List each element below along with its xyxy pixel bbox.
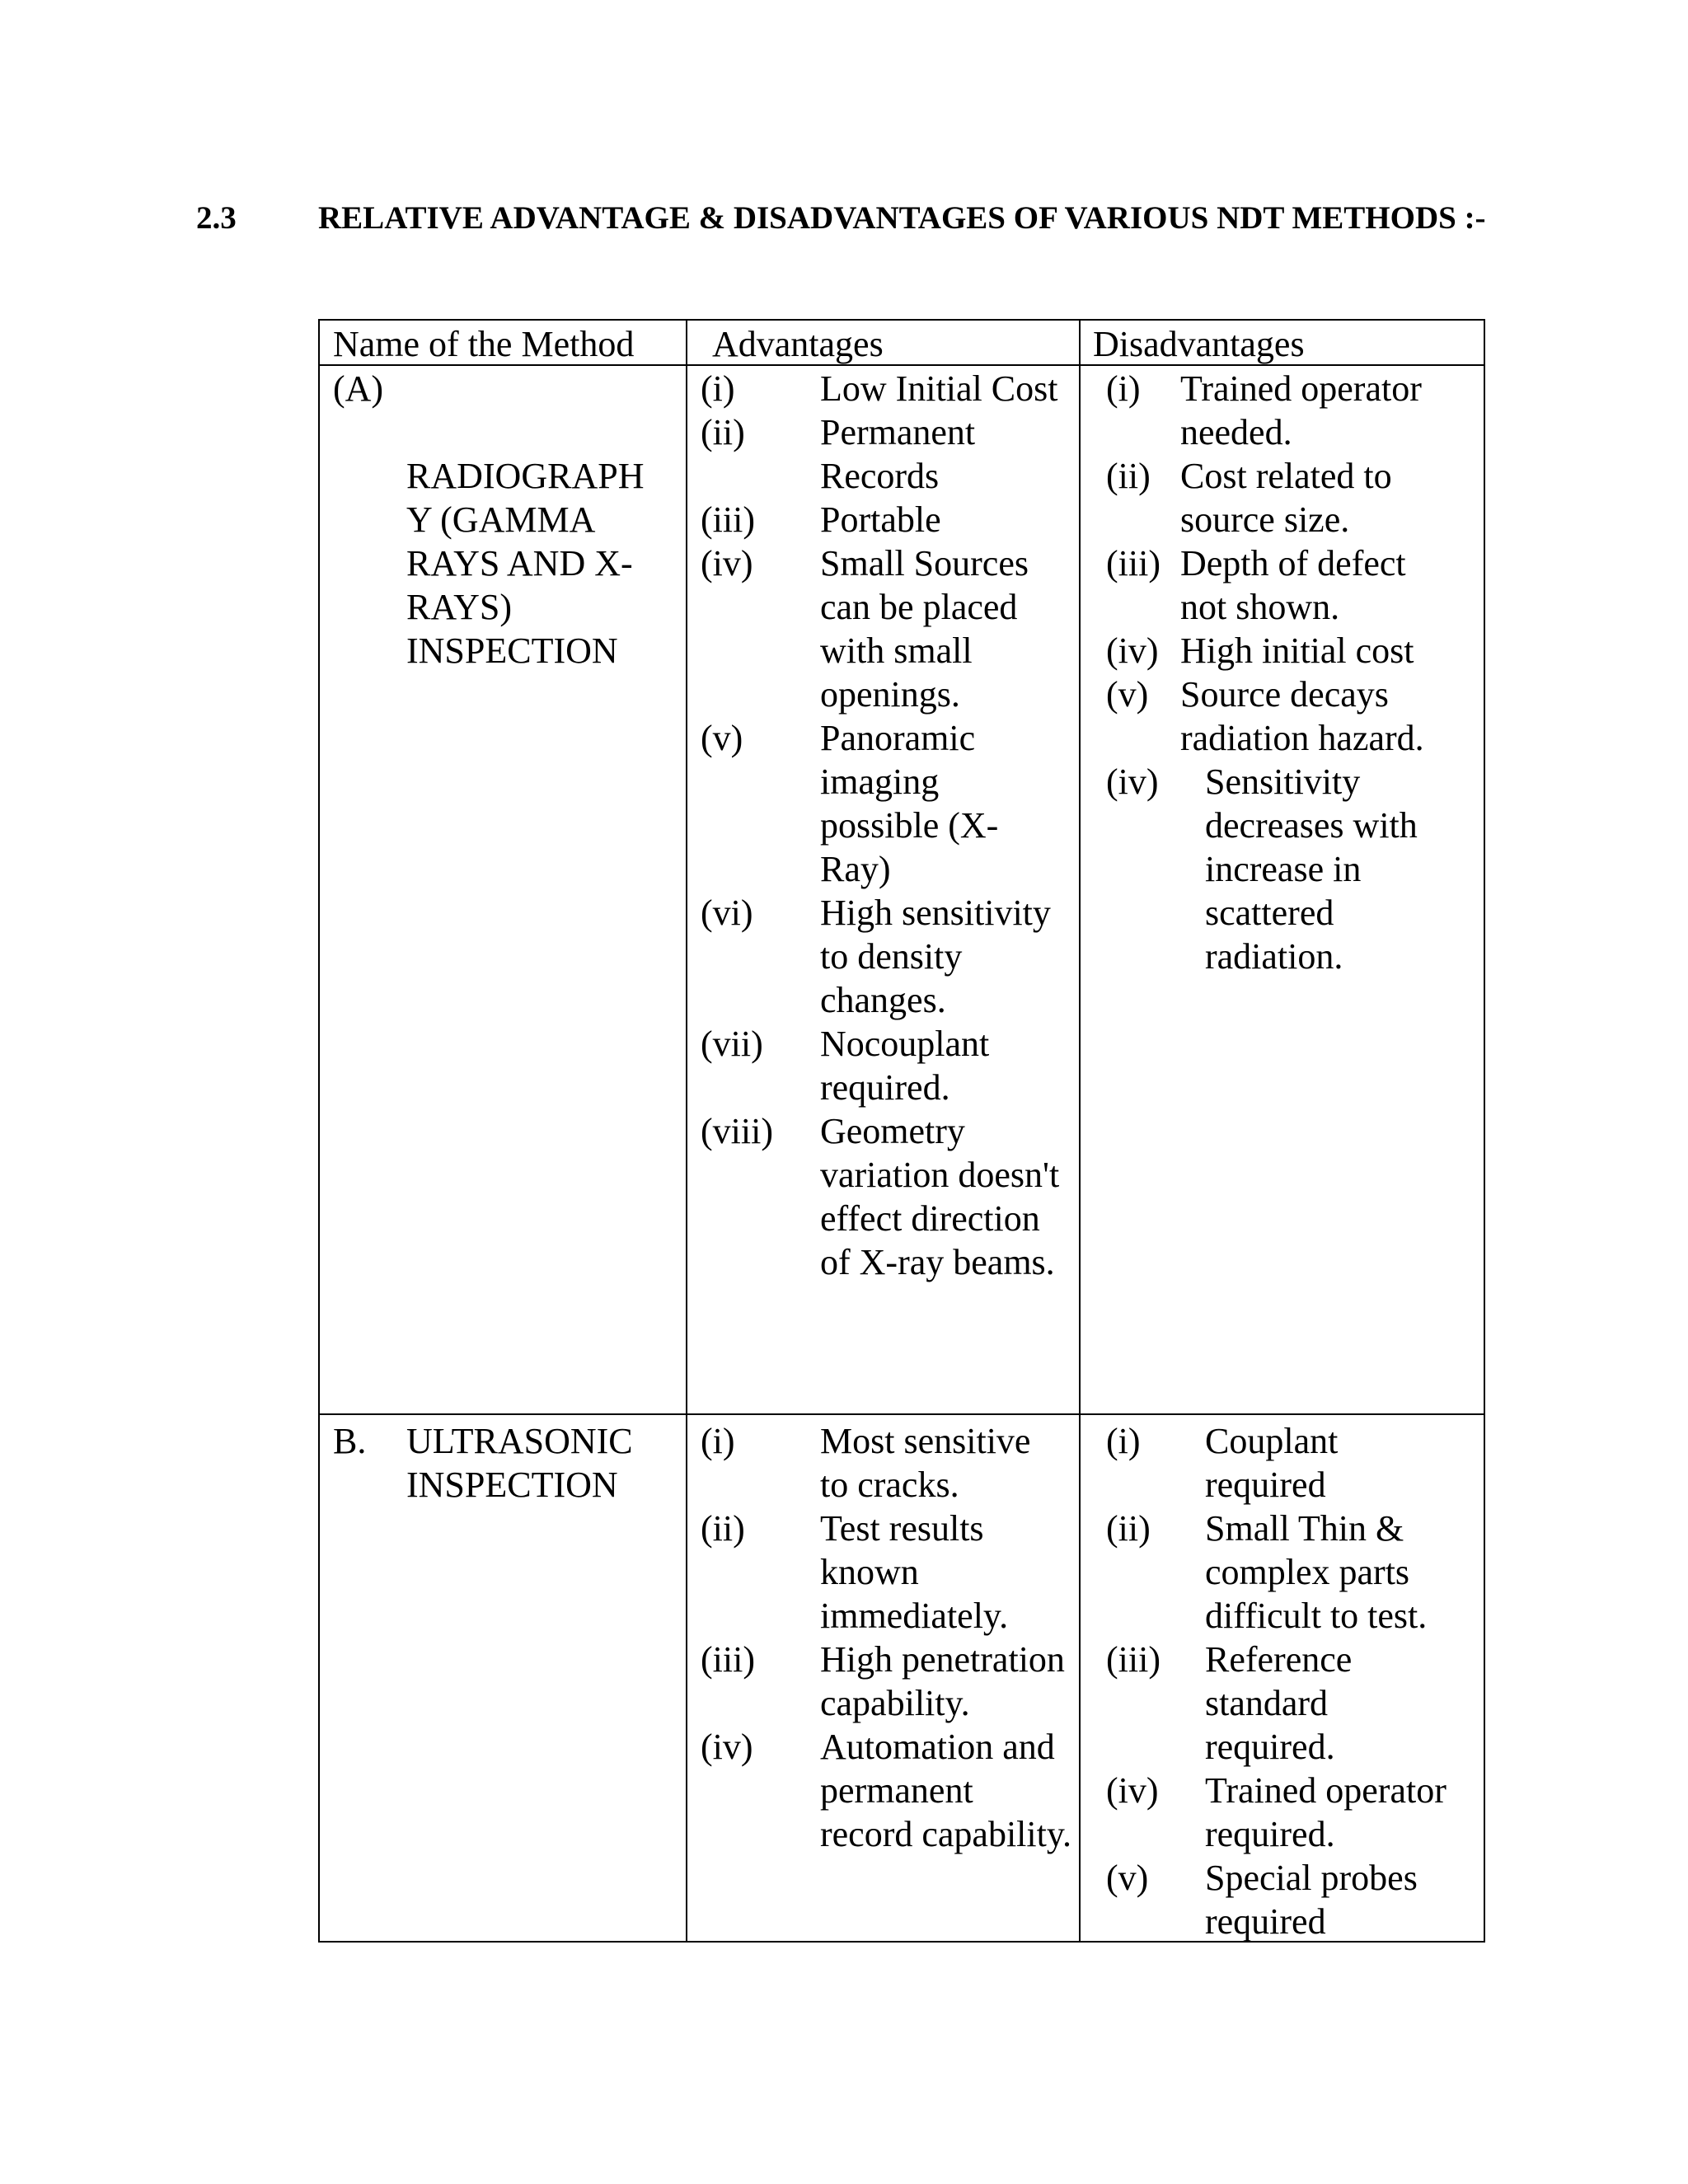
row-b-method-name [406,1419,678,1507]
item-number: (ii) [1106,1508,1151,1549]
item-number: (viii) [701,1111,773,1151]
row-b-advantages-list [701,1419,1076,1856]
item-number: (v) [701,718,743,758]
advantage-item [701,410,985,498]
advantage-item [701,1109,1076,1284]
advantage-item [701,1022,1010,1109]
disadvantage-item [1106,1638,1403,1769]
row-a-disadvantages-list [1106,367,1481,978]
item-number: (iii) [1106,1639,1160,1680]
disadvantage-item [1106,629,1461,673]
item-text: Panoramic imaging possible (X-Ray) [820,718,999,889]
disadvantage-item [1106,1856,1452,1943]
item-text: Source decays radiation hazard. [1180,674,1424,758]
item-text: Geometry variation doesn't effect direction of X-ray beams. [820,1111,1060,1282]
item-number: (iii) [701,1639,755,1680]
item-text: Depth of defect not shown. [1180,543,1406,627]
disadvantage-item [1106,1769,1469,1856]
item-number: (i) [1106,1421,1141,1461]
method-line: RADIOGRAPH [406,456,645,496]
disadvantage-item [1106,541,1428,629]
item-text: Permanent Records [820,412,976,496]
item-number: (iv) [701,1727,753,1767]
item-text: Cost related to source size. [1180,456,1392,540]
advantage-item [701,541,1039,716]
item-text: Special probes required [1205,1858,1418,1942]
advantage-item [701,1419,1051,1507]
item-number: (iii) [701,499,755,540]
header-advantages: Advantages [712,324,884,364]
item-text: Nocouplant required. [820,1024,990,1108]
disadvantage-item [1106,1419,1395,1507]
advantage-item [701,367,1076,410]
item-text: High penetration capability. [820,1639,1065,1723]
item-text: Portable [820,499,941,540]
method-line: Y (GAMMA [406,499,596,540]
advantage-item [701,716,1026,891]
method-line: RAYS AND X- [406,543,633,583]
item-text: Low Initial Cost [820,368,1058,409]
disadvantage-item [1106,454,1428,541]
item-text: Reference standard required. [1205,1639,1353,1767]
item-number: (iv) [1106,1770,1159,1811]
item-number: (i) [1106,368,1141,409]
advantage-item [701,1507,1026,1638]
advantage-item [701,1638,1076,1725]
item-number: (ii) [701,1508,745,1549]
disadvantage-item [1106,673,1461,760]
item-text: Most sensitive to cracks. [820,1421,1031,1505]
item-number: (iv) [701,543,753,583]
section-number: 2.3 [196,200,237,236]
item-number: (iv) [1106,630,1159,671]
disadvantage-item [1106,1507,1452,1638]
method-line: ULTRASONIC [406,1421,633,1461]
disadvantage-item [1106,367,1461,454]
item-text: High sensitivity to density changes. [820,893,1051,1020]
advantage-item [701,891,1071,1022]
advantage-item [701,498,1076,541]
item-number: (i) [701,1421,735,1461]
advantage-item [701,1725,1071,1856]
item-text: Couplant required [1205,1421,1339,1505]
item-number: (v) [1106,674,1149,715]
section-title [318,198,1522,239]
item-text: High initial cost [1180,630,1414,671]
disadvantage-item [1106,760,1444,978]
ndt-comparison-table [318,319,1485,1943]
item-text: Automation and permanent record capability. [820,1727,1071,1854]
item-number: (iii) [1106,543,1160,583]
item-text: Test results known immediately. [820,1508,1009,1636]
item-number: (vi) [701,893,753,933]
item-text: Sensitivity decreases with increase in scattered radiation. [1205,762,1418,977]
item-number: (ii) [1106,456,1151,496]
method-line: INSPECTION [406,630,618,671]
method-line: INSPECTION [406,1465,618,1505]
item-text: Trained operator needed. [1180,368,1422,452]
header-method: Name of the Method [333,324,635,364]
row-b-label: B. [333,1421,367,1461]
row-a-advantages-list [701,367,1076,1284]
item-number: (iv) [1106,762,1159,802]
method-line: RAYS) [406,587,512,627]
item-text: Small Sources can be placed with small openings. [820,543,1029,715]
row-a-method-name [406,454,678,673]
column-divider [686,321,687,1941]
row-divider [320,1413,1484,1415]
item-text: Small Thin & complex parts difficult to test. [1205,1508,1428,1636]
item-number: (ii) [701,412,745,452]
row-a-label: (A) [333,368,384,409]
header-disadvantages: Disadvantages [1093,324,1305,364]
row-b-disadvantages-list [1106,1419,1481,1943]
section-title-text: RELATIVE ADVANTAGE & DISADVANTAGES OF VARIOUS NDT METHODS :- [318,200,1486,236]
item-number: (i) [701,368,735,409]
item-text: Trained operator required. [1205,1770,1447,1854]
column-divider [1079,321,1081,1941]
item-number: (vii) [701,1024,763,1064]
item-number: (v) [1106,1858,1149,1898]
